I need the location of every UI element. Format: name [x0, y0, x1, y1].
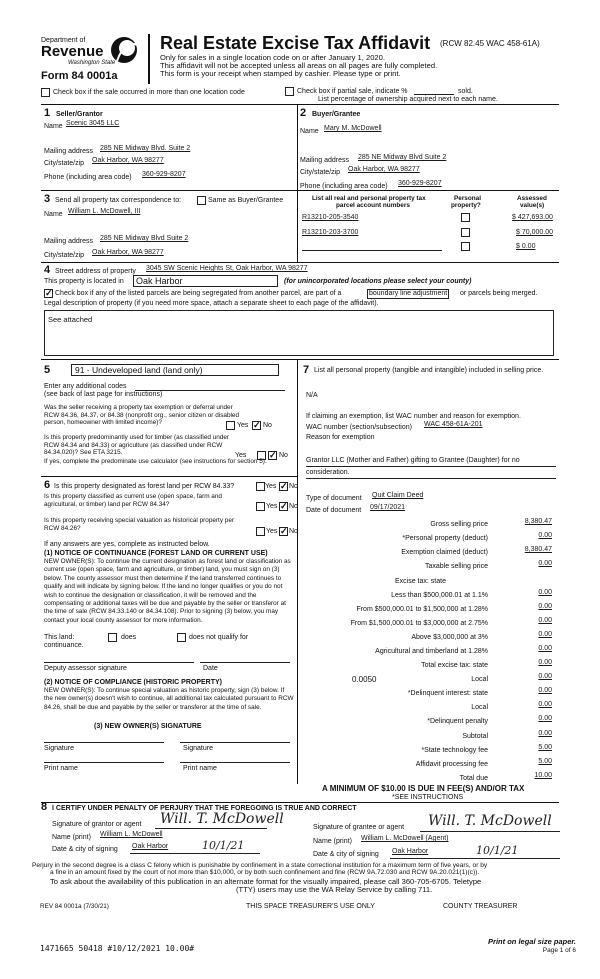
- street-label: Street address of property: [55, 268, 136, 275]
- calc-label: Local: [471, 676, 488, 683]
- grantee-sig-label: Signature of grantee or agent: [313, 824, 405, 831]
- buyer-city-label: City/state/zip: [300, 169, 341, 176]
- buyer-addr-label: Mailing address: [300, 157, 350, 164]
- personal-prop-deduct-field[interactable]: 0.00: [538, 532, 552, 539]
- wac-field[interactable]: WAC 458-61A-201: [424, 421, 483, 428]
- forest-q1: Is this property designated as forest land per RCW 84.33?: [54, 483, 235, 490]
- rev-number: REV 84 0001a (7/30/21): [40, 903, 109, 910]
- grantor-name-label: Name (print): [52, 834, 91, 841]
- doc-date-label: Date of document: [306, 507, 362, 514]
- parcels-col3-head2: value(s): [520, 202, 545, 209]
- historic-no-checkbox[interactable]: [279, 527, 288, 536]
- seller-phone-label: Phone (including area code): [44, 174, 132, 181]
- compliance-heading: (2) NOTICE OF COMPLIANCE (HISTORIC PROPERTY): [44, 679, 222, 686]
- unincorporated-note: (for unincorporated locations please select your county): [284, 278, 472, 285]
- does-label: does: [121, 634, 137, 641]
- current-use-no-checkbox[interactable]: [279, 502, 288, 511]
- header-line1: Only for sales in a single location code on or after January 1, 2020.: [160, 53, 385, 62]
- buyer-name-field[interactable]: Mary M. McDowell: [324, 125, 382, 132]
- section-number: 2: [300, 107, 307, 119]
- personal-property-checkbox[interactable]: [461, 213, 470, 222]
- seller-city-label: City/state/zip: [44, 160, 85, 167]
- partial-sale-label: Check box if partial sale, indicate %: [297, 88, 408, 95]
- tax-tier4-field[interactable]: 0.00: [538, 631, 552, 638]
- buyer-city-field[interactable]: Oak Harbor, WA 98277: [348, 166, 420, 173]
- see-instructions: *SEE INSTRUCTIONS: [392, 794, 464, 801]
- sig-label: Signature: [183, 745, 213, 752]
- calc-label: From $1,500,000.01 to $3,000,000 at 2.75%: [350, 620, 488, 627]
- parcel-acct[interactable]: R13210-203-3700: [302, 229, 359, 236]
- grantee-date-field[interactable]: 10/1/21: [476, 844, 519, 857]
- date-label: Date: [203, 665, 218, 672]
- calc-label: From $500,000.01 to $1,500,000 at 1.28%: [356, 606, 488, 613]
- segregated-text: Check box if any of the listed parcels are being segregated from another parcel, are part of a: [55, 290, 342, 297]
- grantor-date-field[interactable]: 10/1/21: [202, 839, 245, 852]
- boundary-line-select[interactable]: boundary line adjustment: [369, 290, 448, 297]
- calc-label: Agricultural and timberland at 1.28%: [375, 648, 488, 655]
- tax-tier2-field[interactable]: 0.00: [538, 603, 552, 610]
- calc-label: Excise tax: state: [395, 578, 446, 585]
- does-not-qualify-checkbox[interactable]: [177, 633, 186, 642]
- personal-property-checkbox[interactable]: [461, 242, 470, 251]
- total-state-tax-field[interactable]: 0.00: [538, 659, 552, 666]
- col-divider: [297, 104, 298, 190]
- alt-format-text-1: To ask about the availability of this publication in an alternate format for the visually impaired, please call 360-705-6705. Teletype: [50, 877, 482, 886]
- parcels-col1-head: List all real and personal property tax: [312, 195, 426, 202]
- no-label: No: [289, 503, 298, 510]
- calc-label: Taxable selling price: [424, 563, 488, 570]
- seller-phone-field[interactable]: 360-929-8207: [142, 171, 186, 178]
- yes-label: Yes: [266, 528, 278, 535]
- continuance-label: continuance.: [44, 642, 84, 649]
- tax-tier1-field[interactable]: 0.00: [538, 589, 552, 596]
- dept-state: Washington State: [68, 60, 116, 66]
- answers-note: If any answers are yes, complete as instructed below.: [44, 541, 210, 548]
- seller-addr-label: Mailing address: [44, 148, 94, 155]
- reason-line: [306, 478, 556, 479]
- cashier-stamp: 1471665 50418 #10/12/2021 10.00#: [40, 944, 195, 953]
- tax-name-label: Name: [44, 211, 63, 218]
- reason-line: [306, 466, 556, 467]
- seller-heading: Seller/Grantor: [56, 111, 103, 118]
- parcels-col1-head2: parcel account numbers: [336, 202, 410, 209]
- local-tax-field[interactable]: 0.00: [538, 673, 552, 680]
- taxable-price-field[interactable]: 0.00: [538, 560, 552, 567]
- tax-addr-label: Mailing address: [44, 238, 94, 245]
- calc-label: Above $3,000,000 at 3%: [411, 634, 488, 641]
- section-number: 7: [303, 364, 310, 376]
- section-rule: [41, 262, 559, 263]
- street-field[interactable]: 3045 SW Scenic Heights St, Oak Harbor, WA 98277: [146, 265, 308, 272]
- parcel-value[interactable]: $ 0.00: [516, 243, 536, 250]
- tax-city-field[interactable]: Oak Harbor, WA 98277: [92, 249, 164, 256]
- section-rule: [41, 802, 559, 803]
- calc-label: *State technology fee: [421, 747, 488, 754]
- buyer-phone-label: Phone (including area code): [300, 183, 388, 190]
- header-line2: This affidavit will not be accepted unless all areas on all pages are fully completed.: [160, 61, 438, 70]
- grantee-signature[interactable]: Will. T. McDowell: [428, 813, 552, 829]
- grantor-sig-label: Signature of grantor or agent: [52, 821, 142, 828]
- section-number: 1: [44, 107, 51, 119]
- current-use-q: Is this property classified as current use (open space, farm and agricultural, or timber) land per RCW 84.34?: [44, 493, 222, 508]
- yes-label: Yes: [235, 452, 247, 459]
- seller-city-field[interactable]: Oak Harbor, WA 98277: [92, 157, 164, 164]
- timber-note: If yes, complete the predominate use calculator (see instructions for section 5).: [44, 458, 267, 465]
- personal-property-checkbox[interactable]: [461, 228, 470, 237]
- print-label: Print name: [183, 765, 217, 772]
- calc-label: *Delinquent penalty: [427, 718, 488, 725]
- reason-field[interactable]: Grantor LLC (Mother and Father) gifting to Grantee (Daughter) for no consideration.: [306, 457, 520, 476]
- seller-addr-field[interactable]: 285 NE Midway Blvd. Suite 2: [100, 145, 191, 152]
- calc-label: Total due: [459, 775, 488, 782]
- continuance-text: NEW OWNER(S): To continue the current designation as forest land or classification as current use (open space, farm and agriculture, or timber) land, you must sign on (3) below. The county assessor must then determine if the land transferred continues to qualify and will indicate by signing below. If the land no longer qualifies or you do not wish to continue the designation or classification, it will be removed and the compensating or additional taxes will be due and payable by the seller or transferor at the time of sale (RCW 84.33.140 or 84.34.108). Prior to signing (3) below, you may contact your local county assessor for more information.: [44, 558, 291, 624]
- rcw-ref: (RCW 82.45 WAC 458-61A): [440, 39, 540, 48]
- this-land-label: This land:: [44, 634, 75, 641]
- header-divider: [148, 34, 150, 84]
- seller-name-label: Name: [44, 123, 63, 130]
- grantor-sig-line: [155, 828, 267, 829]
- section-number: 5: [44, 364, 51, 376]
- exemption-question: Was the seller receiving a property tax exemption or deferral under RCW 84.36, 84.37, or 84.38 (nonprofit org., senior citizen or disabled person, homeowner with limited income)?: [44, 404, 240, 426]
- personal-prop-text: List all personal property (tangible and intangible) included in selling price.: [314, 367, 544, 374]
- calc-label: *Personal property (deduct): [402, 535, 488, 542]
- compliance-text: NEW OWNER(S): To continue special valuation as historic property, sign (3) below. If the new owner(s) doesn't wish to continue, all additional tax calculated pursuant to RCW 84.26, shall be due and payable by the seller or transferor at the time of sale.: [44, 687, 294, 711]
- historic-yes-checkbox[interactable]: [256, 527, 265, 536]
- yes-label: Yes: [265, 483, 277, 490]
- no-label: No: [289, 528, 298, 535]
- grantor-date-line: [130, 853, 260, 854]
- gross-price-field[interactable]: 8,380.47: [524, 518, 552, 525]
- land-use-select[interactable]: 91 - Undeveloped land (land only): [71, 364, 279, 376]
- section-number: 6: [44, 479, 51, 491]
- reason-label: Reason for exemption: [306, 434, 375, 441]
- doc-type-field[interactable]: Quit Claim Deed: [372, 492, 424, 499]
- personal-prop-value[interactable]: N/A: [306, 392, 318, 399]
- forest-yes-checkbox[interactable]: [256, 482, 265, 491]
- parcel-value[interactable]: $ 427,693.00: [512, 214, 553, 221]
- section-number: 4: [44, 264, 51, 276]
- form-number: Form 84 0001a: [41, 70, 118, 82]
- owner-print-field-2[interactable]: [180, 762, 290, 763]
- tech-fee-field[interactable]: 5.00: [538, 744, 552, 751]
- legal-desc-field[interactable]: See attached: [44, 310, 554, 356]
- parcel-acct-blank[interactable]: [302, 250, 442, 251]
- parcel-acct[interactable]: R13210-205-3540: [302, 214, 359, 221]
- section-rule: [41, 104, 559, 105]
- pct-note: List percentage of ownership acquired next to each name.: [318, 96, 498, 103]
- codes-label: Enter any additional codes: [44, 383, 127, 390]
- yes-label: Yes: [266, 503, 278, 510]
- tax-name-field[interactable]: William L. McDowell, III: [68, 208, 141, 215]
- parcels-col2-head2: property?: [451, 202, 481, 209]
- col-divider: [297, 359, 298, 784]
- no-label: No: [279, 452, 288, 459]
- multi-location-checkbox[interactable]: [41, 88, 50, 97]
- section-rule: [41, 476, 297, 477]
- grantor-city-field[interactable]: Oak Harbor: [132, 843, 169, 850]
- tax-addr-field[interactable]: 285 NE Midway Blvd Suite 2: [100, 235, 189, 242]
- location-select[interactable]: Oak Harbor: [133, 275, 278, 287]
- does-not-label: does not qualify for: [189, 634, 249, 641]
- form-title: Real Estate Excise Tax Affidavit: [160, 33, 431, 53]
- grantee-city-field[interactable]: Oak Harbor: [392, 848, 429, 855]
- grantor-signature[interactable]: Will. T. McDowell: [160, 811, 284, 827]
- grantee-date-label: Date & city of signing: [313, 851, 379, 858]
- grantor-date-label: Date & city of signing: [52, 846, 118, 853]
- partial-pct-field[interactable]: [414, 94, 454, 95]
- certify-text: I CERTIFY UNDER PENALTY OF PERJURY THAT THE FOREGOING IS TRUE AND CORRECT: [52, 805, 357, 812]
- segregated-checkbox[interactable]: [44, 289, 53, 298]
- treasurer-use: THIS SPACE TREASURER'S USE ONLY: [246, 903, 375, 910]
- tax-tier3-field[interactable]: 0.00: [538, 617, 552, 624]
- owner-sig-field[interactable]: [44, 742, 164, 743]
- located-label: This property is located in: [44, 278, 124, 285]
- current-use-yes-checkbox[interactable]: [256, 502, 265, 511]
- county-treasurer: COUNTY TREASURER: [443, 903, 518, 910]
- perjury-text-2: a fine in an amount fixed by the court of not more than $10,000, or by both such confinement and fine (RCW 9A.72.030 and RCW 9A.20.021(1)(c)).: [50, 869, 480, 876]
- section-rule: [41, 359, 559, 360]
- partial-sale-checkbox[interactable]: [285, 87, 294, 96]
- minimum-note: A MINIMUM OF $10.00 IS DUE IN FEE(S) AND/OR TAX: [322, 784, 525, 793]
- calc-label: Gross selling price: [430, 521, 488, 528]
- multi-location-label: Check box if the sale occurred in more than one location code: [53, 89, 245, 96]
- no-label: No: [263, 422, 272, 429]
- total-due-field[interactable]: 10.00: [534, 772, 552, 779]
- grantor-name-field[interactable]: William L. McDowell: [100, 831, 163, 838]
- buyer-name-label: Name: [300, 128, 319, 135]
- calc-label: Local: [471, 704, 488, 711]
- legal-desc-label: Legal description of property (if you need more space, attach a separate sheet to each page of the affidavit).: [44, 300, 379, 307]
- buyer-heading: Buyer/Grantee: [312, 111, 361, 118]
- print-label: Print name: [44, 765, 78, 772]
- deputy-label: Deputy assessor signature: [44, 665, 127, 672]
- exemption-deduct-field[interactable]: 8,380.47: [524, 546, 552, 553]
- agri-tax-field[interactable]: 0.00: [538, 645, 552, 652]
- grantee-sig-line: [420, 831, 560, 832]
- grantee-name-field[interactable]: William L. McDowell (Agent): [361, 835, 449, 842]
- parcels-col3-head: Assessed: [517, 195, 547, 202]
- continuance-heading: (1) NOTICE OF CONTINUANCE (FOREST LAND OR CURRENT USE): [44, 550, 268, 557]
- owner-print-field[interactable]: [44, 762, 164, 763]
- doc-type-label: Type of document: [306, 495, 362, 502]
- calc-label: Total excise tax: state: [421, 662, 488, 669]
- tax-corr-text: Send all property tax correspondence to:: [55, 197, 182, 204]
- no-label: No: [289, 483, 298, 490]
- segregated-text2: or parcels being merged.: [460, 290, 538, 297]
- parcels-col2-head: Personal: [454, 195, 481, 202]
- buyer-addr-field[interactable]: 285 NE Midway Blvd Suite 2: [358, 154, 447, 161]
- grantee-date-line: [390, 858, 560, 859]
- legal-size-note: Print on legal size paper.: [488, 937, 576, 946]
- sig-label: Signature: [44, 745, 74, 752]
- same-as-buyer-checkbox[interactable]: [197, 196, 206, 205]
- delinquent-interest-state-field[interactable]: 0.00: [538, 687, 552, 694]
- tax-city-label: City/state/zip: [44, 252, 85, 259]
- header-line3: This form is your receipt when stamped by cashier. Please type or print.: [160, 69, 401, 78]
- doc-date-field[interactable]: 09/17/2021: [370, 504, 406, 511]
- timber-question: Is this property predominantly used for timber (as classified under RCW 84.34 and 84.33) or agriculture (as classified under RCW 84.34.020)? See ETA 3215.: [44, 434, 230, 456]
- col-divider: [297, 190, 298, 262]
- historic-q: Is this property receiving special valuation as historical property per RCW 84.26?: [44, 517, 235, 532]
- delinquent-penalty-field[interactable]: 0.00: [538, 715, 552, 722]
- alt-format-text-2: (TTY) users may use the WA Relay Service by calling 711.: [236, 885, 433, 894]
- new-owner-heading: (3) NEW OWNER(S) SIGNATURE: [94, 723, 202, 730]
- calc-label: Subtotal: [462, 733, 488, 740]
- forest-no-checkbox[interactable]: [279, 482, 288, 491]
- perjury-text-1: Perjury in the second degree is a class C felony which is punishable by confinement in a state correctional institution for a maximum term of five years, or by: [32, 862, 488, 869]
- sold-label: sold.: [458, 88, 473, 95]
- calc-label: Affidavit processing fee: [415, 761, 488, 768]
- calc-label: Less than $500,000.01 at 1.1%: [391, 592, 488, 599]
- grantee-name-label: Name (print): [313, 838, 352, 845]
- codes-note: (see back of last page for instructions): [44, 391, 163, 398]
- delinquent-interest-local-field[interactable]: 0.00: [538, 701, 552, 708]
- q1-no-checkbox[interactable]: [252, 421, 261, 430]
- local-rate: 0.0050: [352, 675, 377, 684]
- yes-label: Yes: [237, 422, 249, 429]
- exemption-text: If claiming an exemption, list WAC number and reason for exemption.: [306, 413, 521, 420]
- q1-yes-checkbox[interactable]: [226, 421, 235, 430]
- deputy-date-field[interactable]: [200, 662, 290, 663]
- page-number: Page 1 of 6: [542, 947, 576, 954]
- parcel-value[interactable]: $ 70,000.00: [516, 229, 553, 236]
- section-number: 8: [41, 801, 48, 813]
- calc-label: Exemption claimed (deduct): [401, 549, 488, 556]
- section-number: 3: [44, 193, 51, 205]
- wac-label: WAC number (section/subsection): [306, 424, 412, 431]
- calc-label: *Delinquent interest: state: [407, 690, 488, 697]
- subtotal-field[interactable]: 0.00: [538, 730, 552, 737]
- seller-name-field[interactable]: Scenic 3045 LLC: [66, 120, 120, 127]
- processing-fee-field[interactable]: 5.00: [538, 758, 552, 765]
- owner-sig-field-2[interactable]: [180, 742, 290, 743]
- section-rule: [41, 190, 559, 191]
- does-qualify-checkbox[interactable]: [108, 633, 117, 642]
- deputy-sig-field[interactable]: [44, 662, 194, 663]
- dept-line1: Department of: [41, 37, 86, 44]
- same-as-buyer-label: Same as Buyer/Grantee: [208, 197, 284, 204]
- buyer-phone-field[interactable]: 360-929-8207: [398, 180, 442, 187]
- dept-name: Revenue: [41, 43, 104, 60]
